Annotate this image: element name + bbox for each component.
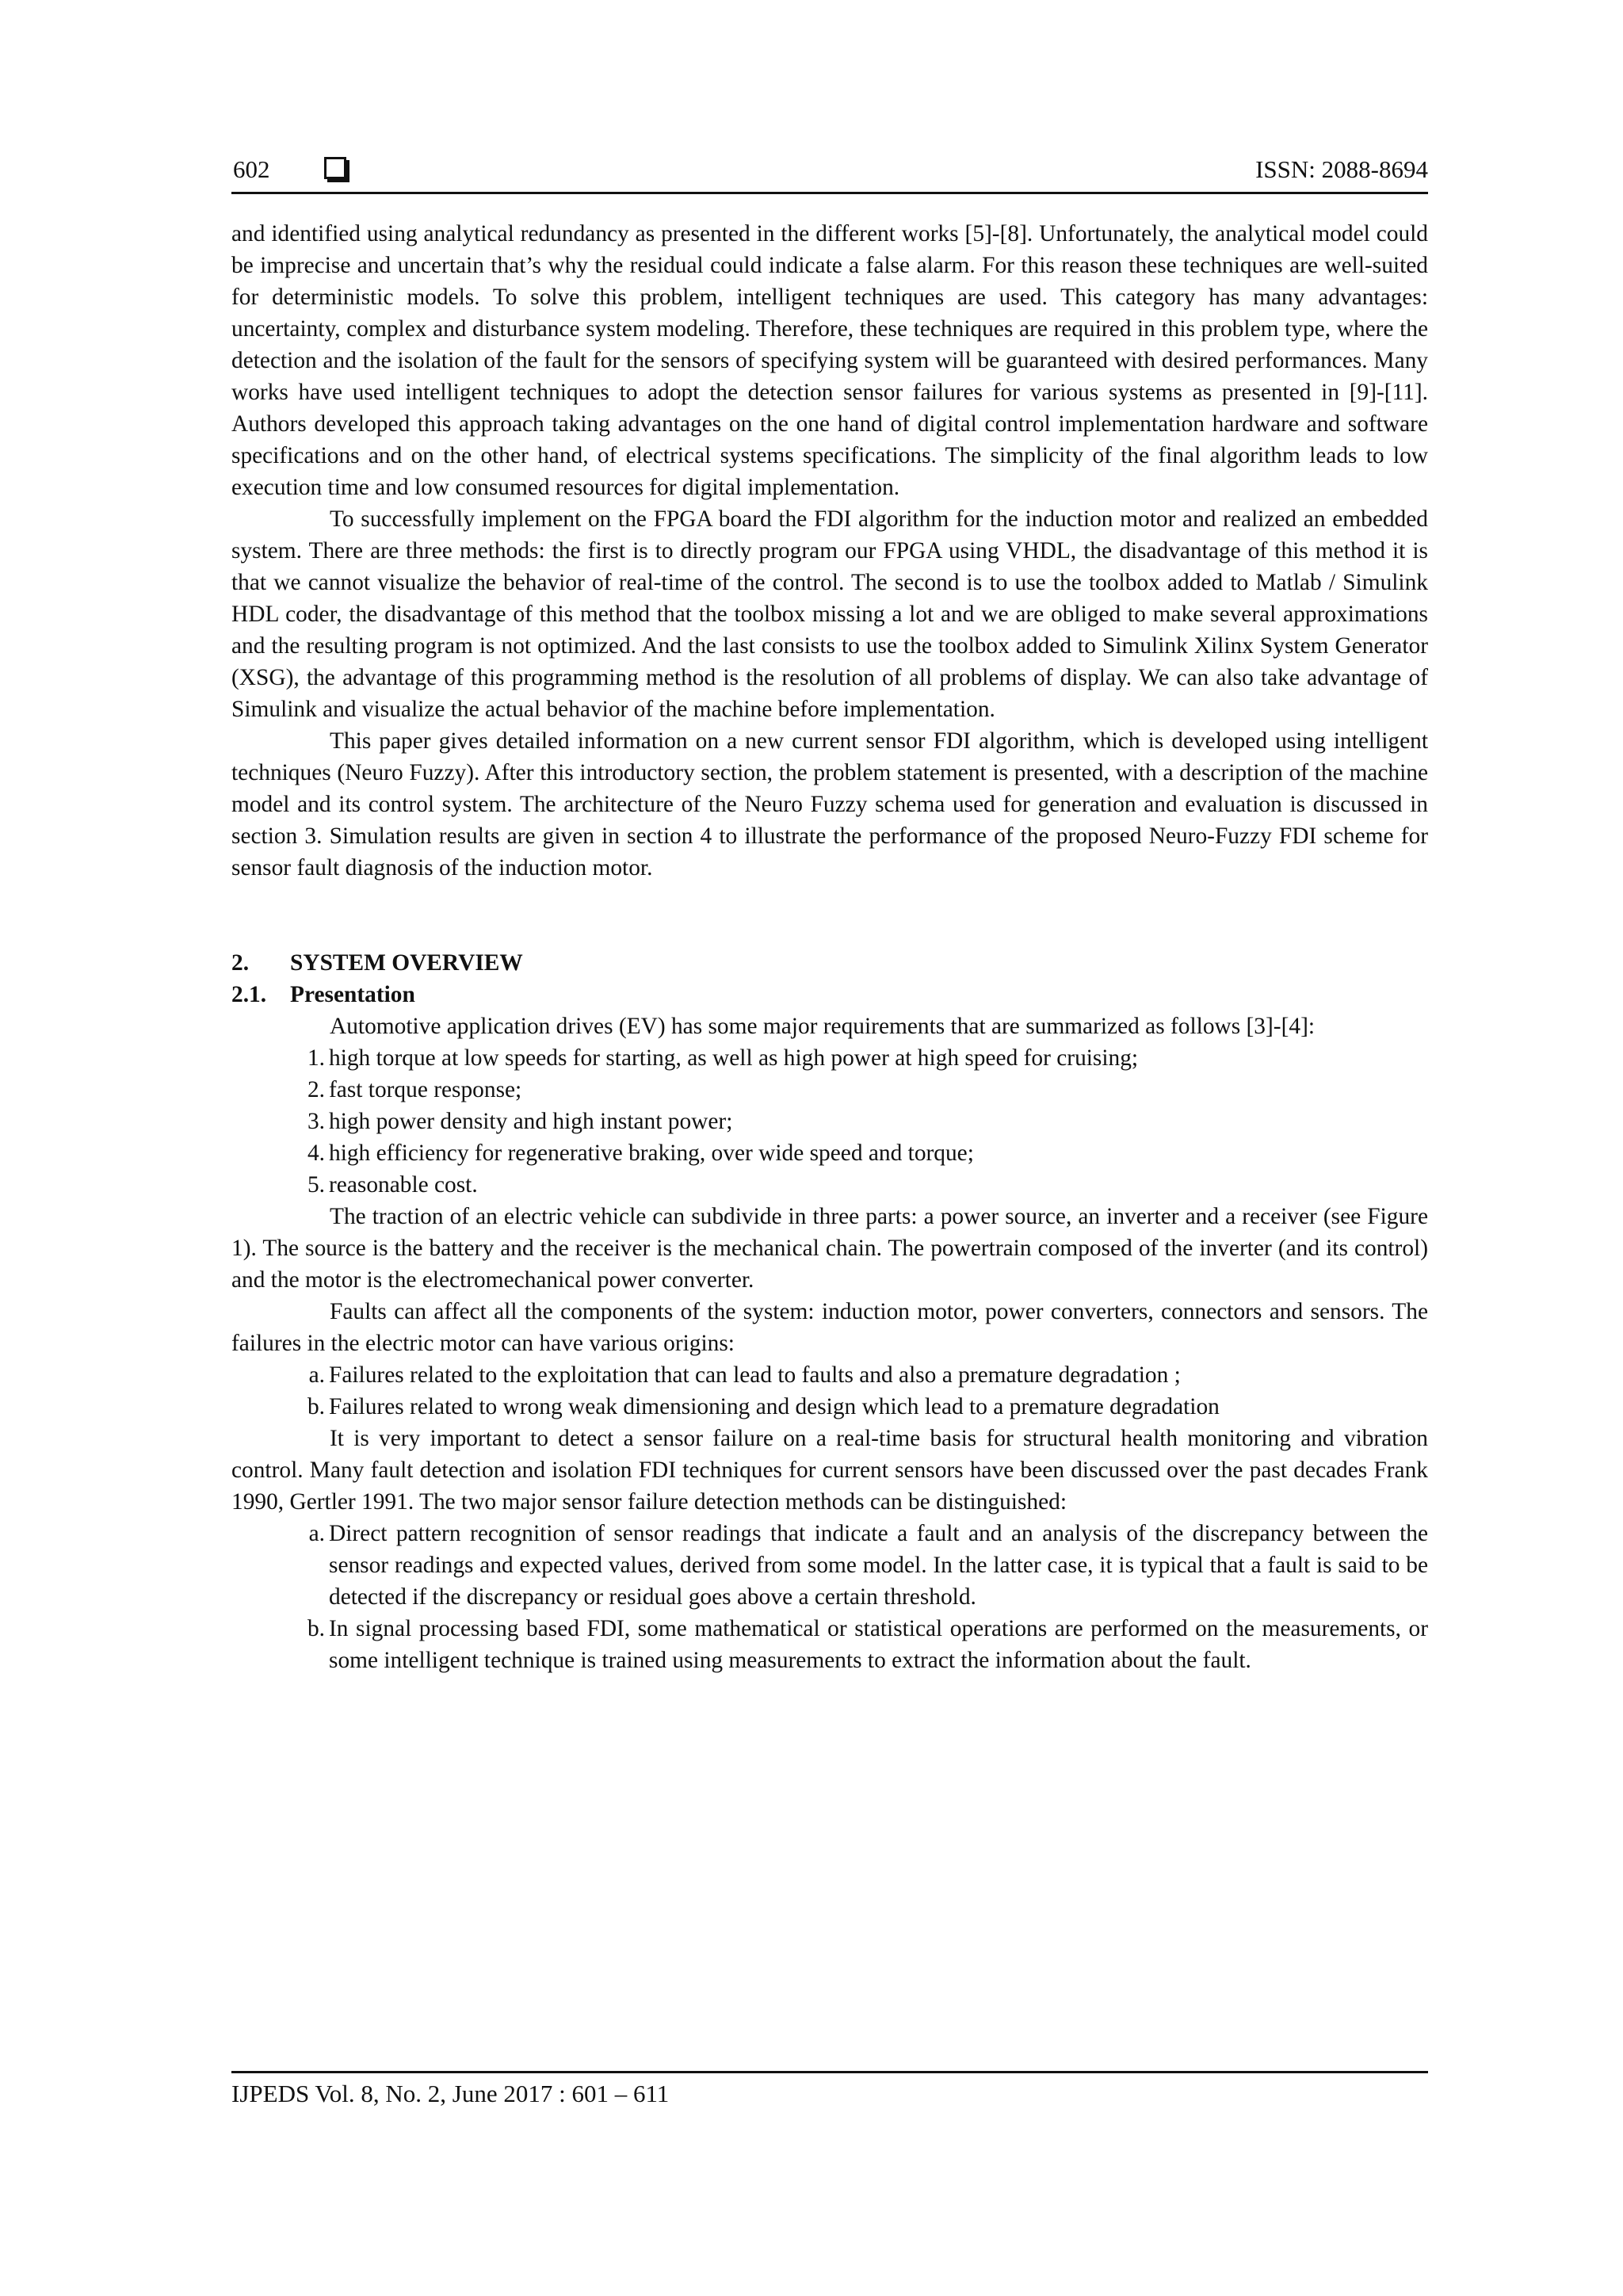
paragraph-fpga: To successfully implement on the FPGA board the FDI algorithm for the induction motor and realized an embedded system. There are three methods: the first is to directly program our FPGA using VHDL, the disadvantage of this method it is that we cannot visualize the behavior of real-time of the control. The second is to use the toolbox added to Matlab / Simulink HDL coder, the disadvantage of this method that the toolbox missing a lot and we are obliged to make several approximations and the resulting program is not optimized. And the last consists to use the toolbox added to Simulink Xilinx System Generator (XSG), the advantage of this programming method is the resolution of all problems of display. We can also take advantage of Simulink and visualize the actual behavior of the machine before implementation. [231,506,1428,722]
paragraph-detection: It is very important to detect a sensor failure on a real-time basis for structural health monitoring and vibration control. Many fault detection and isolation FDI techniques for current sensors have been discussed over the past decades Frank 1990, Gertler 1991. The two major sensor failure detection methods can be distinguished: [231,1426,1428,1515]
list-marker: 4. [307,1140,325,1166]
list-marker: 3. [307,1109,325,1134]
subsection-heading [231,979,1428,1010]
list-item [231,1042,1428,1074]
list-marker: b. [307,1394,325,1419]
paragraph-faults: Faults can affect all the components of the system: induction motor, power converters, connectors and sensors. The failures in the electric motor can have various origins: [231,1299,1428,1356]
page-header [231,151,1428,194]
page-footer [231,2071,1428,2108]
paragraph-requirements-intro: Automotive application drives (EV) has some major requirements that are summarized as follows [3]-[4]: [330,1014,1316,1039]
paragraph-continuation: and identified using analytical redundancy as presented in the different works [5]-[8]. Unfortunately, the analytical model could be imprecise and uncertain that’s why the residual could indicate a false alarm. For this reason these techniques are well-suited for deterministic models. To solve this problem, intelligent techniques are used. This category has many advantages: uncertainty, complex and disturbance system modeling. Therefore, these techniques are required in this problem type, where the detection and the isolation of the fault for the sensors of specifying system will be guaranteed with desired performances. Many works have used intelligent techniques to adopt the detection sensor failures for various systems as presented in [9]-[11]. Authors developed this approach taking advantages on the one hand of digital control implementation hardware and software specifications and on the other hand, of electrical systems specifications. The simplicity of the final algorithm leads to low execution time and low consumed resources for digital implementation. [231,221,1428,500]
list-item [231,1074,1428,1106]
list-marker: 2. [307,1077,325,1102]
list-item-text: Failures related to the exploitation that can lead to faults and also a premature degradation ; [329,1362,1181,1388]
article-body [231,218,1428,1676]
methods-list [231,1518,1428,1676]
list-marker: 5. [307,1172,325,1198]
section-title: SYSTEM OVERVIEW [290,950,523,976]
checkbox-square-icon [324,157,346,179]
list-item [231,1391,1428,1423]
issn: ISSN: 2088-8694 [1255,155,1428,183]
list-item [231,1359,1428,1391]
spacer [231,884,1428,947]
origins-list [231,1359,1428,1423]
list-item-text: fast torque response; [329,1077,522,1102]
list-item [231,1518,1428,1613]
subsection-title: Presentation [290,982,415,1007]
list-marker: a. [308,1362,325,1388]
list-item [231,1613,1428,1676]
requirements-list [231,1042,1428,1201]
list-item [231,1137,1428,1169]
journal-citation: IJPEDS Vol. 8, No. 2, June 2017 : 601 – 611 [231,2080,670,2107]
list-item-text: high power density and high instant power; [329,1109,733,1134]
list-item [231,1106,1428,1137]
list-marker: b. [307,1616,325,1641]
list-item-text: high torque at low speeds for starting, as well as high power at high speed for cruising; [329,1045,1139,1071]
section-heading [231,947,1428,979]
list-item-text: Failures related to wrong weak dimensioning and design which lead to a premature degradation [329,1394,1220,1419]
list-item-text: high efficiency for regenerative braking, over wide speed and torque; [329,1140,974,1166]
list-item-text: In signal processing based FDI, some mathematical or statistical operations are performed on the measurements, or some intelligent technique is trained using measurements to extract the information about the fault. [329,1616,1428,1673]
section-number: 2. [231,950,250,976]
list-item-text: Direct pattern recognition of sensor readings that indicate a fault and an analysis of the discrepancy between the sensor readings and expected values, derived from some model. In the latter case, it is typical that a fault is said to be detected if the discrepancy or residual goes above a certain threshold. [329,1521,1428,1610]
list-item [231,1169,1428,1201]
paragraph-traction: The traction of an electric vehicle can subdivide in three parts: a power source, an inverter and a receiver (see Figure 1). The source is the battery and the receiver is the mechanical chain. The powertrain composed of the inverter (and its control) and the motor is the electromechanical power converter. [231,1204,1428,1293]
paragraph-outline: This paper gives detailed information on a new current sensor FDI algorithm, which is developed using intelligent techniques (Neuro Fuzzy). After this introductory section, the problem statement is presented, with a description of the machine model and its control system. The architecture of the Neuro Fuzzy schema used for generation and evaluation is discussed in section 3. Simulation results are given in section 4 to illustrate the performance of the proposed Neuro-Fuzzy FDI scheme for sensor fault diagnosis of the induction motor. [231,728,1428,881]
list-marker: 1. [307,1045,325,1071]
list-marker: a. [308,1521,325,1546]
page-number: 602 [233,155,270,183]
subsection-number: 2.1. [231,982,267,1007]
list-item-text: reasonable cost. [329,1172,478,1198]
